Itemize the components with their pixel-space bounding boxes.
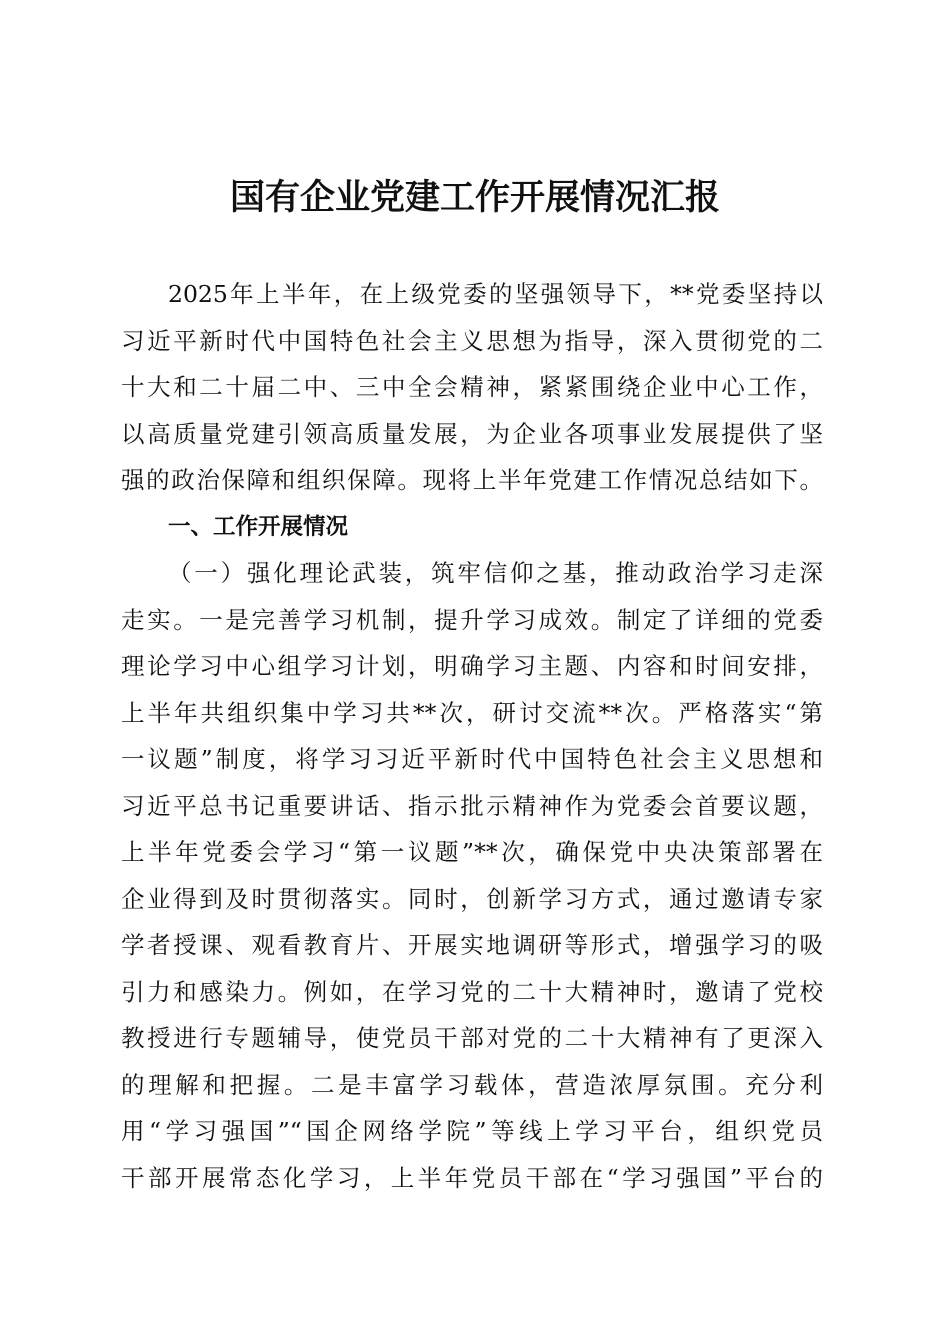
paragraph-line: 学者授课、观看教育片、开展实地调研等形式，增强学习的吸 [121, 931, 823, 959]
section-heading: 一、工作开展情况 [168, 513, 349, 540]
paragraph-line: 的理解和把握。二是丰富学习载体，营造浓厚氛围。充分利 [121, 1070, 823, 1099]
paragraph-line: 引力和感染力。例如，在学习党的二十大精神时，邀请了党校 [121, 977, 823, 1006]
paragraph-line: （一）强化理论武装，筑牢信仰之基，推动政治学习走深 [168, 559, 823, 587]
paragraph-line: 以高质量党建引领高质量发展，为企业各项事业发展提供了坚 [121, 419, 823, 448]
paragraph-line: 企业得到及时贯彻落实。同时，创新学习方式，通过邀请专家 [121, 884, 823, 913]
paragraph-line: 十大和二十届二中、三中全会精神，紧紧围绕企业中心工作， [121, 373, 823, 401]
paragraph-line: 习近平新时代中国特色社会主义思想为指导，深入贯彻党的二 [121, 326, 823, 355]
document-title: 国有企业党建工作开展情况汇报 [229, 177, 720, 218]
paragraph-line: 上半年共组织集中学习共**次，研讨交流**次。严格落实“第 [121, 698, 823, 727]
paragraph-line: 走实。一是完善学习机制，提升学习成效。制定了详细的党委 [121, 605, 823, 634]
paragraph-line: 习近平总书记重要讲话、指示批示精神作为党委会首要议题， [121, 791, 823, 820]
paragraph-line: 理论学习中心组学习计划，明确学习主题、内容和时间安排， [121, 652, 823, 680]
document-body [121, 271, 823, 1201]
paragraph-line: 上半年党委会学习“第一议题”**次，确保党中央决策部署在 [121, 838, 823, 866]
paragraph-line: 用“学习强国”“国企网络学院”等线上学习平台，组织党员 [121, 1117, 823, 1145]
paragraph-line: 教授进行专题辅导，使党员干部对党的二十大精神有了更深入 [121, 1024, 823, 1052]
paragraph-line: 2025年上半年，在上级党委的坚强领导下，**党委坚持以 [168, 280, 823, 308]
paragraph-line: 强的政治保障和组织保障。现将上半年党建工作情况总结如下。 [121, 466, 823, 494]
paragraph-line: 干部开展常态化学习，上半年党员干部在“学习强国”平台的 [121, 1163, 823, 1192]
paragraph-line: 一议题”制度，将学习习近平新时代中国特色社会主义思想和 [121, 745, 823, 773]
